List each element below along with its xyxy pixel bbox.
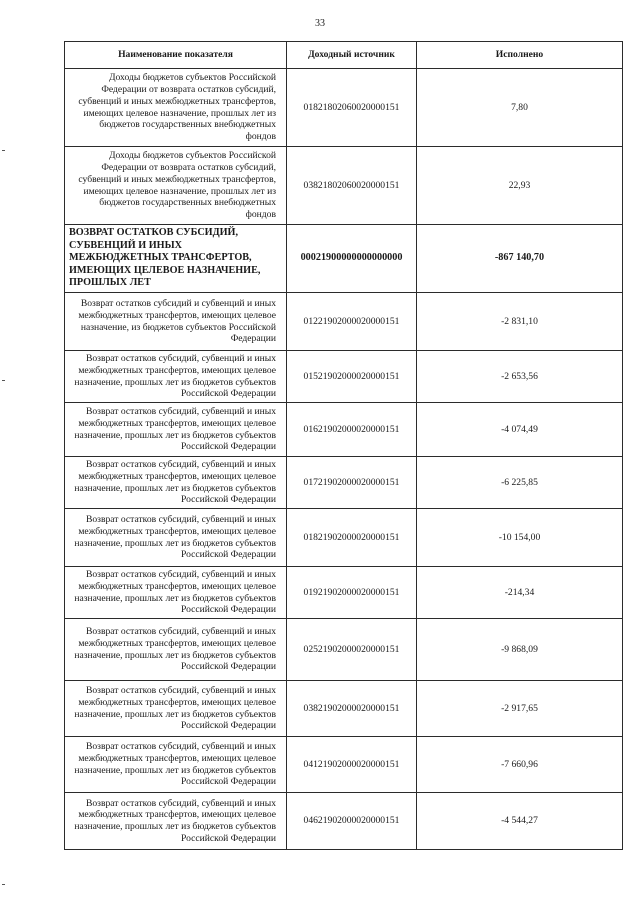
indicator-name-cell: Возврат остатков субсидий, субвенций и иных межбюджетных трансфертов, имеющих целевое назначение, прошлых лет из бюджетов субъектов Российской Федерации (65, 567, 287, 619)
revenue-code-cell: 04621902000020000151 (287, 793, 417, 850)
executed-value-cell: -2 831,10 (417, 293, 623, 351)
revenue-table (64, 41, 623, 850)
page-number: 33 (315, 18, 325, 29)
indicator-name-cell: Возврат остатков субсидий, субвенций и иных межбюджетных трансфертов, имеющих целевое назначение, прошлых лет из бюджетов субъектов Российской Федерации (65, 509, 287, 567)
executed-value-cell: -2 653,56 (417, 351, 623, 403)
indicator-name-cell: Возврат остатков субсидий, субвенций и иных межбюджетных трансфертов, имеющих целевое назначение, прошлых лет из бюджетов субъектов Российской Федерации (65, 351, 287, 403)
indicator-name-cell: Возврат остатков субсидий, субвенций и иных межбюджетных трансфертов, имеющих целевое назначение, прошлых лет из бюджетов субъектов Российской Федерации (65, 737, 287, 793)
executed-value-cell: -9 868,09 (417, 619, 623, 681)
revenue-code-cell: 01821802060020000151 (287, 69, 417, 147)
table-header-row (65, 42, 623, 69)
table-row (65, 293, 623, 351)
revenue-code-cell: 01721902000020000151 (287, 457, 417, 509)
executed-value-cell: -6 225,85 (417, 457, 623, 509)
executed-value-cell: -867 140,70 (417, 225, 623, 293)
revenue-code-cell: 00021900000000000000 (287, 225, 417, 293)
revenue-code-cell: 02521902000020000151 (287, 619, 417, 681)
executed-value-cell: -214,34 (417, 567, 623, 619)
revenue-code-cell: 04121902000020000151 (287, 737, 417, 793)
revenue-code-cell: 01621902000020000151 (287, 403, 417, 457)
header-executed: Исполнено (417, 42, 623, 69)
table-row (65, 619, 623, 681)
executed-value-cell: -2 917,65 (417, 681, 623, 737)
executed-value-cell: -7 660,96 (417, 737, 623, 793)
revenue-code-cell: 01921902000020000151 (287, 567, 417, 619)
revenue-code-cell: 03821802060020000151 (287, 147, 417, 225)
table-row (65, 737, 623, 793)
executed-value-cell: -4 074,49 (417, 403, 623, 457)
indicator-name-cell: Возврат остатков субсидий, субвенций и иных межбюджетных трансфертов, имеющих целевое назначение, прошлых лет из бюджетов субъектов Российской Федерации (65, 403, 287, 457)
executed-value-cell: 7,80 (417, 69, 623, 147)
table-row (65, 147, 623, 225)
scan-margin-mark (2, 884, 5, 885)
header-revenue-source: Доходный источник (287, 42, 417, 69)
table-row (65, 403, 623, 457)
table-row (65, 69, 623, 147)
table-row (65, 793, 623, 850)
table-row (65, 509, 623, 567)
table-row (65, 351, 623, 403)
indicator-name-cell: ВОЗВРАТ ОСТАТКОВ СУБСИДИЙ, СУБВЕНЦИЙ И ИНЫХ МЕЖБЮДЖЕТНЫХ ТРАНСФЕРТОВ, ИМЕЮЩИХ ЦЕЛЕВОЕ НАЗНАЧЕНИЕ, ПРОШЛЫХ ЛЕТ (65, 225, 287, 293)
scan-margin-mark (2, 150, 5, 151)
revenue-code-cell: 01521902000020000151 (287, 351, 417, 403)
indicator-name-cell: Возврат остатков субсидий, субвенций и иных межбюджетных трансфертов, имеющих целевое назначение, прошлых лет из бюджетов субъектов Российской Федерации (65, 793, 287, 850)
indicator-name-cell: Возврат остатков субсидий, субвенций и иных межбюджетных трансфертов, имеющих целевое назначение, прошлых лет из бюджетов субъектов Российской Федерации (65, 619, 287, 681)
scan-margin-mark (2, 380, 5, 381)
indicator-name-cell: Возврат остатков субсидий, субвенций и иных межбюджетных трансфертов, имеющих целевое назначение, прошлых лет из бюджетов субъектов Российской Федерации (65, 681, 287, 737)
table-row (65, 681, 623, 737)
indicator-name-cell: Возврат остатков субсидий и субвенций и иных межбюджетных трансфертов, имеющих целевое назначение, из бюджетов субъектов Российской Федерации (65, 293, 287, 351)
indicator-name-cell: Доходы бюджетов субъектов Российской Федерации от возврата остатков субсидий, субвенций и иных межбюджетных трансфертов, имеющих целевое назначение, прошлых лет из бюджетов государственных внебюджетных фондов (65, 147, 287, 225)
table-row (65, 567, 623, 619)
indicator-name-cell: Возврат остатков субсидий, субвенций и иных межбюджетных трансфертов, имеющих целевое назначение, прошлых лет из бюджетов субъектов Российской Федерации (65, 457, 287, 509)
revenue-code-cell: 03821902000020000151 (287, 681, 417, 737)
executed-value-cell: 22,93 (417, 147, 623, 225)
indicator-name-cell: Доходы бюджетов субъектов Российской Федерации от возврата остатков субсидий, субвенций и иных межбюджетных трансфертов, имеющих целевое назначение, прошлых лет из бюджетов государственных внебюджетных фондов (65, 69, 287, 147)
executed-value-cell: -4 544,27 (417, 793, 623, 850)
table-row (65, 225, 623, 293)
revenue-code-cell: 01821902000020000151 (287, 509, 417, 567)
executed-value-cell: -10 154,00 (417, 509, 623, 567)
header-indicator-name: Наименование показателя (65, 42, 287, 69)
table-row (65, 457, 623, 509)
revenue-code-cell: 01221902000020000151 (287, 293, 417, 351)
